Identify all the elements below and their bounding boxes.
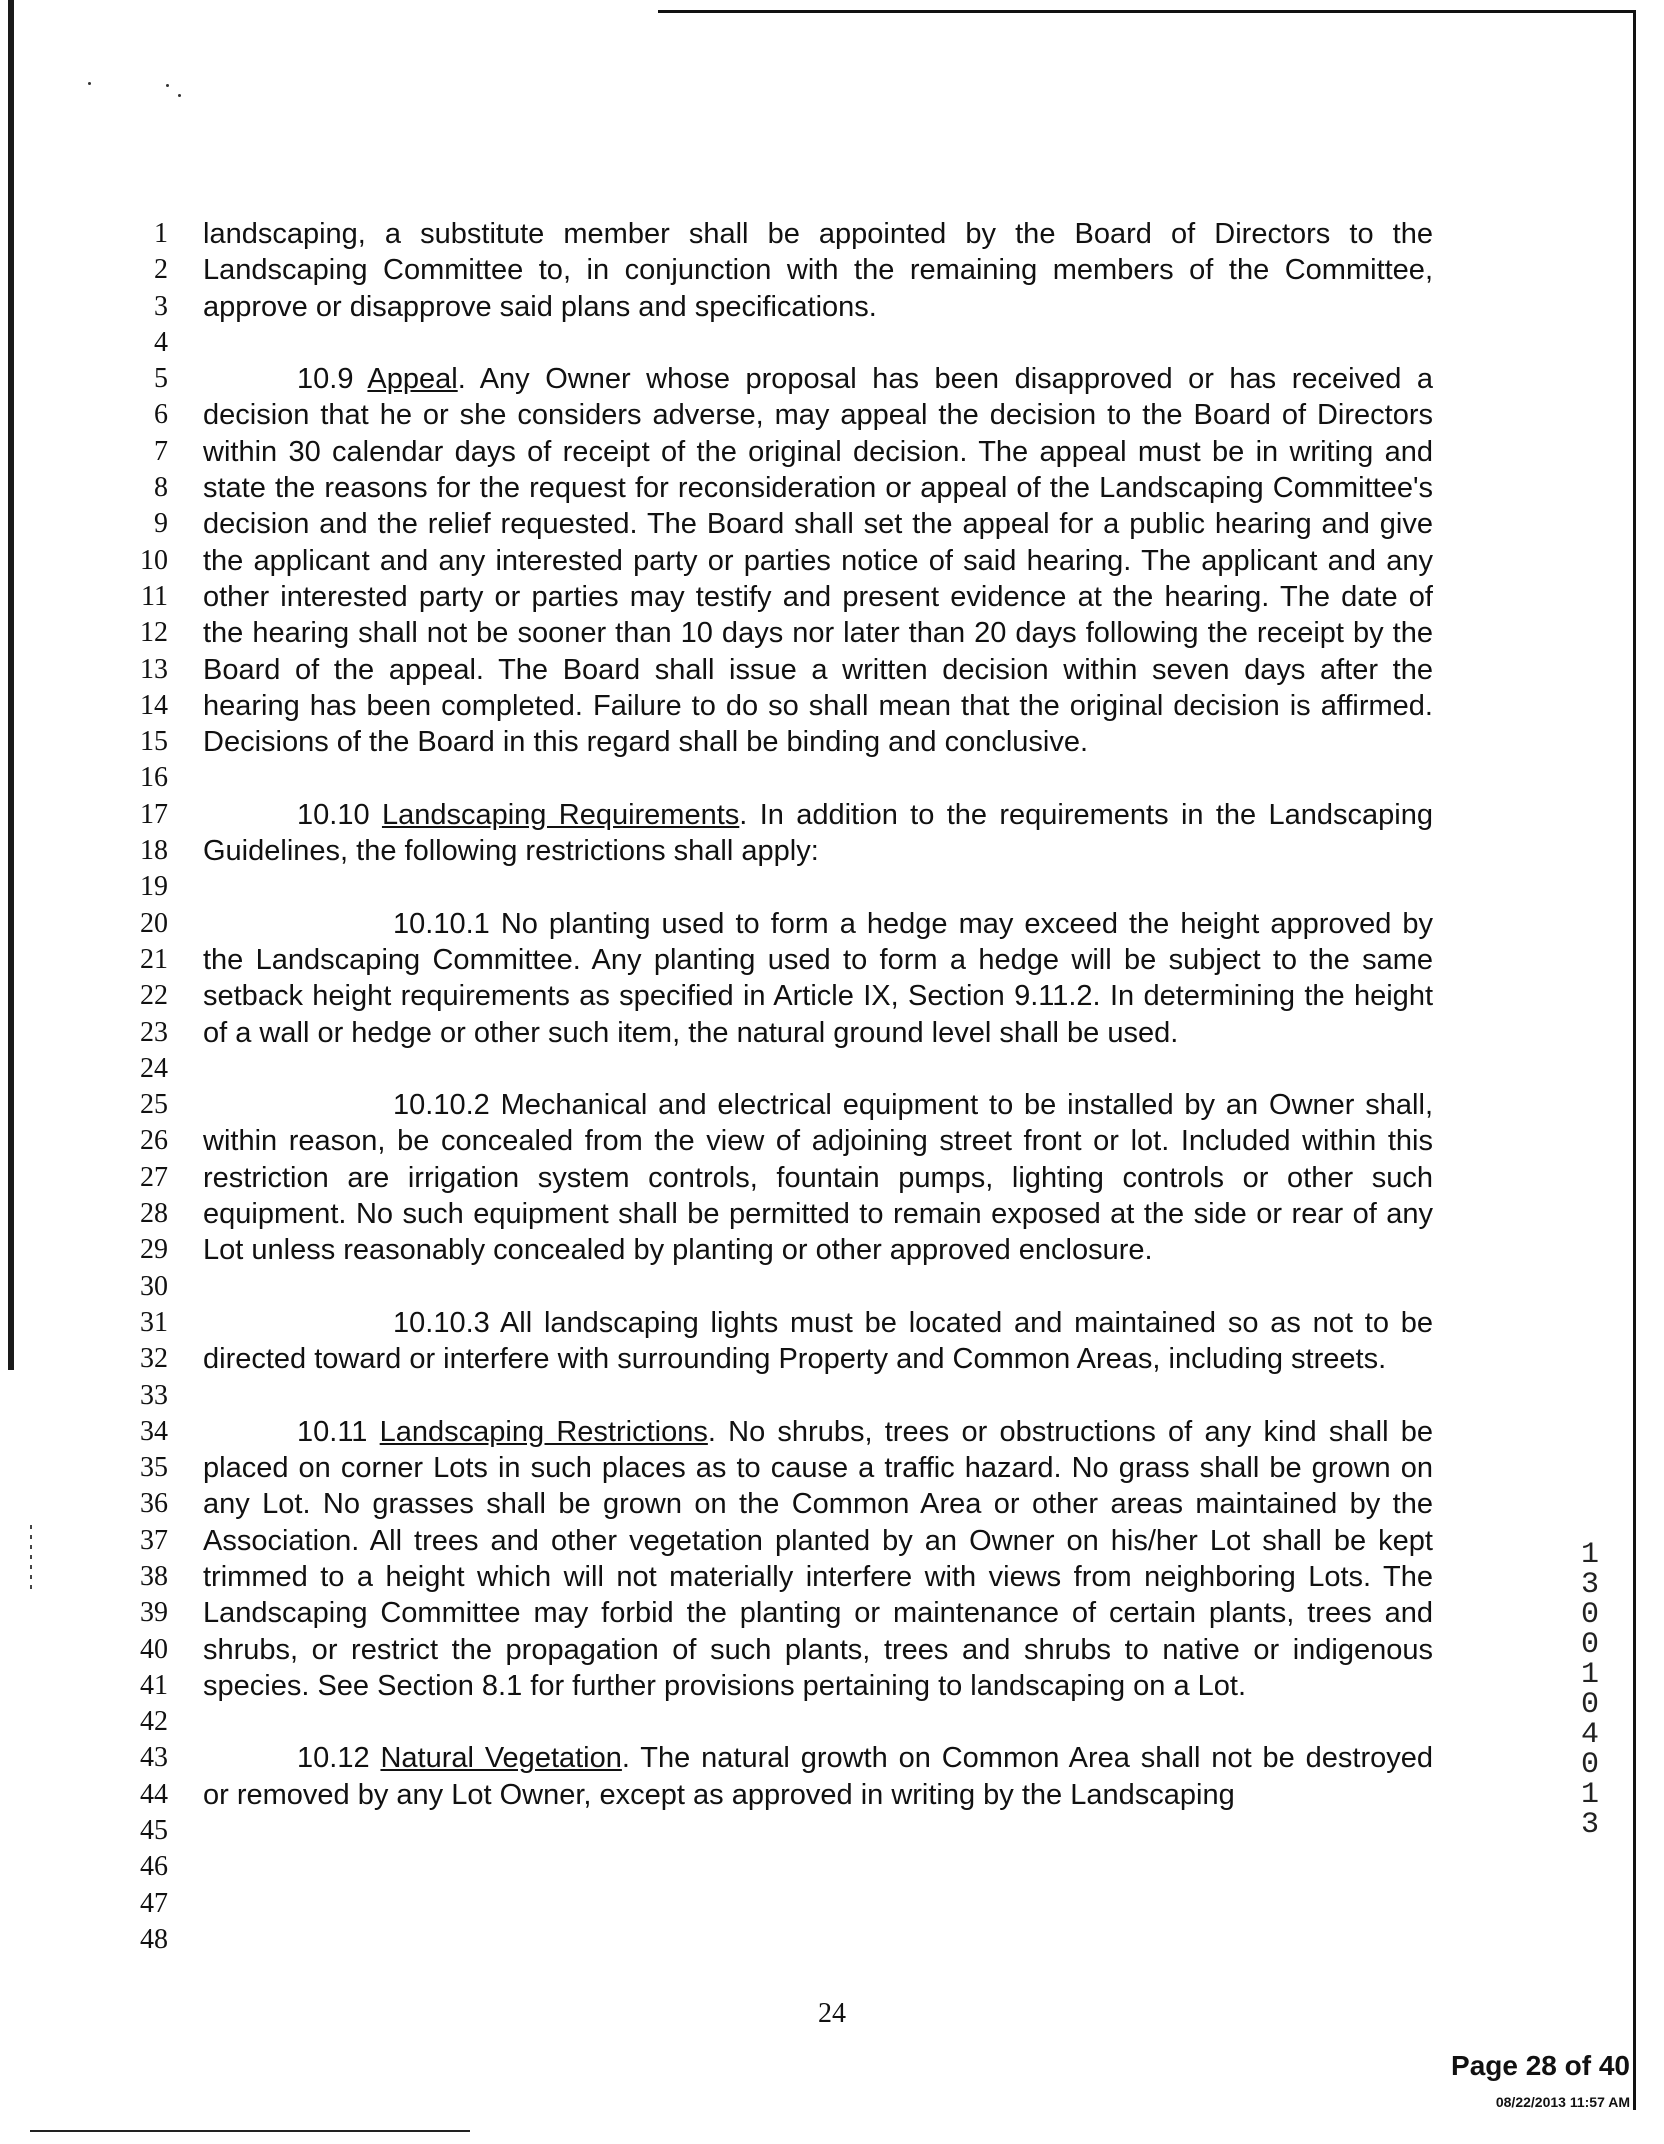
section-10-10-3 <box>203 1305 1433 1378</box>
line-number: 24 <box>140 1052 168 1084</box>
scan-speck <box>178 94 181 97</box>
line-number: 5 <box>154 363 168 395</box>
section-text: Mechanical and electrical equipment to be installed by an Owner shall, within reason, be concealed from the view of adjoining street front or lot. Included within this restriction are irrigation system controls, fountain pumps, lighting controls or other such equipment. No such equipment shall be permitted to remain exposed at the side or rear of any Lot unless reasonably concealed by planting or other approved enclosure. <box>203 1089 1434 1267</box>
section-heading: Natural Vegetation <box>380 1742 622 1775</box>
section-number: 10.10.3 <box>393 1306 490 1339</box>
section-text: . The natural growth on Common Area shall not be destroyed or removed by any Lot Owner, except as approved in writing by the Landscaping <box>203 1742 1433 1811</box>
line-number: 44 <box>140 1778 168 1810</box>
line-number: 32 <box>140 1343 168 1375</box>
line-number: 34 <box>140 1415 168 1447</box>
line-number: 48 <box>140 1923 168 1955</box>
recording-number: 13001 04013 <box>1580 1538 1599 1842</box>
line-number: 27 <box>140 1161 168 1193</box>
line-number: 26 <box>140 1125 168 1157</box>
line-number: 33 <box>140 1379 168 1411</box>
scan-right-border <box>1633 10 1636 2110</box>
scan-speck <box>166 84 169 87</box>
line-number: 22 <box>140 980 168 1012</box>
section-text: . Any Owner whose proposal has been disapproved or has received a decision that he or she considers adverse, may appeal the decision to the Board of Directors within 30 calendar days of receipt of the original decision. The appeal must be in writing and state the reasons for the request for reconsideration or appeal of the Landscaping Committee's decision and the relief requested. The Board shall set the appeal for a public hearing and give the applicant and any interested party or parties notice of said hearing. The applicant and any other interested party or parties may testify and present evidence at the hearing. The date of the hearing shall not be sooner than 10 days nor later than 20 days following the receipt by the Board of the appeal. The Board shall issue a written decision within seven days after the hearing has been completed. Failure to do so shall mean that the original decision is affirmed. Decisions of the Board in this regard shall be binding and conclusive. <box>203 363 1433 759</box>
section-heading: Appeal <box>367 363 458 396</box>
section-number: 10.10.1 <box>393 907 490 940</box>
line-number: 47 <box>140 1887 168 1919</box>
section-10-12 <box>203 1740 1433 1813</box>
line-number: 35 <box>140 1452 168 1484</box>
line-number: 30 <box>140 1270 168 1302</box>
line-number: 6 <box>154 399 168 431</box>
line-number: 31 <box>140 1306 168 1338</box>
line-numbers <box>108 216 168 1958</box>
line-number: 4 <box>154 326 168 358</box>
line-number: 41 <box>140 1669 168 1701</box>
line-number: 43 <box>140 1742 168 1774</box>
section-text: All landscaping lights must be located and maintained so as not to be directed toward or interfere with surrounding Property and Common Areas, including streets. <box>203 1306 1433 1376</box>
section-number: 10.11 <box>297 1415 368 1448</box>
line-number: 21 <box>140 943 168 975</box>
line-number: 23 <box>140 1016 168 1048</box>
line-number: 15 <box>140 726 168 758</box>
line-number: 19 <box>140 871 168 903</box>
line-number: 37 <box>140 1524 168 1556</box>
line-number: 46 <box>140 1851 168 1883</box>
document-body <box>203 216 1433 1813</box>
section-heading: Landscaping Restrictions <box>379 1415 708 1448</box>
line-number: 13 <box>140 653 168 685</box>
line-number: 25 <box>140 1089 168 1121</box>
line-number: 10 <box>140 544 168 576</box>
scan-top-border <box>658 10 1636 13</box>
section-10-9 <box>203 361 1433 760</box>
line-number: 16 <box>140 762 168 794</box>
line-number: 11 <box>141 580 168 612</box>
line-number: 29 <box>140 1234 168 1266</box>
section-text: . In addition to the requirements in the Landscaping Guidelines, the following restrictions shall apply: <box>203 798 1434 868</box>
section-number: 10.10.2 <box>393 1089 490 1122</box>
line-number: 28 <box>140 1198 168 1230</box>
line-number: 1 <box>154 218 168 249</box>
paragraph-continuation <box>203 216 1433 325</box>
line-number: 7 <box>154 435 168 467</box>
line-number: 45 <box>140 1815 168 1847</box>
line-number: 20 <box>140 907 168 939</box>
section-10-11 <box>203 1414 1433 1704</box>
line-number: 18 <box>140 835 168 867</box>
section-10-10-1 <box>203 906 1433 1051</box>
scan-left-edge <box>8 0 14 1370</box>
section-10-10-2 <box>203 1087 1433 1268</box>
scan-speck <box>88 82 91 85</box>
section-10-10 <box>203 797 1433 870</box>
section-number: 10.12 <box>297 1742 370 1775</box>
line-number: 17 <box>140 798 168 830</box>
line-number: 42 <box>140 1706 168 1738</box>
section-text: . No shrubs, trees or obstructions of any kind shall be placed on corner Lots in such places as to cause a traffic hazard. No grass shall be grown on any Lot. No grasses shall be grown on the Common Area or other areas maintained by the Association. All trees and other vegetation planted by an Owner on his/her Lot shall be kept trimmed to a height which will not materially interfere with views from neighboring Lots. The Landscaping Committee may forbid the planting or maintenance of certain plants, trees and shrubs, or restrict the propagation of such plants, trees and shrubs to native or indigenous species. See Section 8.1 for further provisions pertaining to landscaping on a Lot. <box>203 1415 1433 1702</box>
line-number: 38 <box>140 1560 168 1592</box>
line-number: 8 <box>154 472 168 504</box>
line-number: 40 <box>140 1633 168 1665</box>
section-text: No planting used to form a hedge may exceed the height approved by the Landscaping Committee. Any planting used to form a hedge will be subject to the same setback height requirements as specified in Article IX, Section 9.11.2. In determining the height of a wall or hedge or other such item, the natural ground level shall be used. <box>203 907 1433 1049</box>
line-number: 36 <box>140 1488 168 1520</box>
paragraph-text: landscaping, a substitute member shall be appointed by the Board of Directors to the Landscaping Committee to, in conjunction with the remaining members of the Committee, approve or disapprove said plans and specifications. <box>203 218 1433 323</box>
section-number: 10.9 <box>297 363 354 396</box>
line-number: 39 <box>140 1597 168 1629</box>
scan-left-dots <box>30 1525 32 1595</box>
line-number: 12 <box>140 617 168 649</box>
scan-bottom-border <box>30 2130 470 2132</box>
line-number: 2 <box>154 254 168 286</box>
page-count-stamp: Page 28 of 40 <box>1451 2050 1630 2081</box>
timestamp-stamp: 08/22/2013 11:57 AM <box>1495 2094 1630 2110</box>
line-number: 14 <box>140 689 168 721</box>
line-number: 9 <box>154 508 168 540</box>
section-heading: Landscaping Requirements <box>381 798 740 831</box>
line-number: 3 <box>154 290 168 322</box>
page-number: 24 <box>818 1998 846 2029</box>
section-number: 10.10 <box>297 798 370 831</box>
